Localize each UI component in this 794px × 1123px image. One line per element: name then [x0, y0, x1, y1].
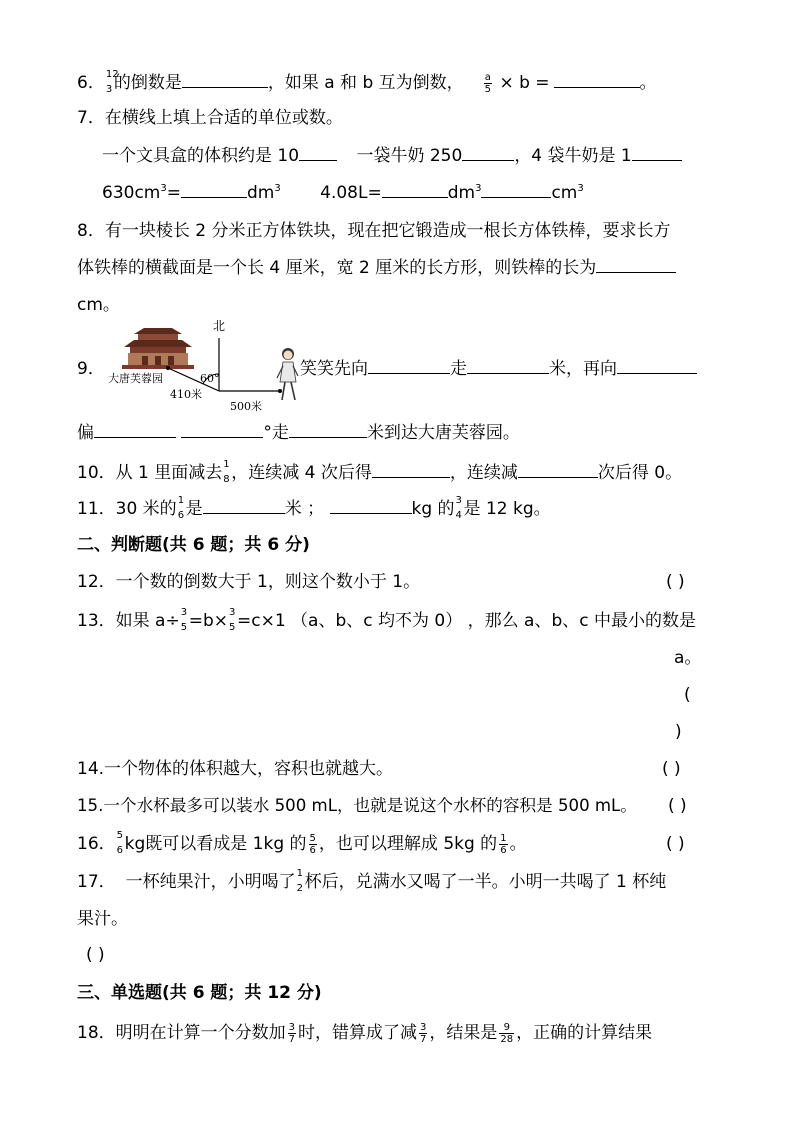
section-title-judgement: 二、判断题(共 6 题；共 6 分) [77, 535, 310, 555]
angle-label: 60° [200, 372, 220, 385]
question-7-line-1: 一个文具盒的体积约是 10 一袋牛奶 250 ，4 袋牛奶是 1 [102, 144, 682, 168]
place-label: 大唐芙蓉园 [108, 372, 163, 385]
answer-paren[interactable]: ( ) [666, 834, 685, 854]
fraction-3-7: $\frac{3}{7}$ [420, 1021, 427, 1045]
answer-blank[interactable] [462, 144, 514, 161]
fraction-3-5: 3 5 [180, 607, 188, 633]
answer-blank[interactable] [94, 421, 176, 438]
question-16: 16． 5 6 kg既可以看成是 1kg 的 $\frac{5}{6}$ ，也可以理解成 5kg 的 $\frac{1}{6}$ 。 [77, 830, 527, 856]
question-7: 7．在横线上填上合适的单位或数。 [77, 108, 343, 128]
building-icon [122, 328, 194, 369]
fraction-9-28: $\frac{9}{28}$ [500, 1021, 514, 1045]
question-8: 8．有一块棱长 2 分米正方体铁块，现在把它锻造成一根长方体铁棒，要求长方 [77, 221, 671, 241]
question-17: 17． 一杯纯果汁，小明喝了 1 2 杯后，兑满水又喝了一半。小明一共喝了 1 杯纯 [77, 868, 667, 894]
answer-blank[interactable] [181, 181, 247, 198]
answer-blank[interactable] [596, 256, 676, 273]
question-8-line-3: cm。 [77, 295, 120, 315]
question-6: 6． 12 3 的倒数是 ，如果 a 和 b 互为倒数， $\frac{a}{5}$ × b = 。 [77, 69, 657, 95]
question-9-number: 9． [77, 359, 105, 379]
answer-blank[interactable] [203, 497, 285, 514]
fraction-3-4: 3 4 [455, 495, 462, 521]
answer-blank[interactable] [368, 357, 450, 374]
answer-blank[interactable] [372, 461, 450, 478]
answer-blank[interactable] [299, 144, 337, 161]
answer-paren[interactable]: ( ) [666, 572, 685, 592]
question-13: 13．如果 a÷ 3 5 =b× 3 5 =c×1 （a、b、c 均不为 0） ，那么 a、b、c 中最小的数是 [77, 607, 696, 633]
answer-blank[interactable] [330, 497, 412, 514]
answer-blank[interactable] [617, 357, 697, 374]
fraction-3-5: 3 5 [229, 607, 236, 633]
fraction-3-7: $\frac{3}{7}$ [288, 1021, 296, 1045]
question-9-line-2: 偏 °走 米到达大唐芙蓉园。 [77, 423, 520, 443]
question-17-line-2: 果汁。 [77, 909, 128, 929]
answer-blank[interactable] [481, 181, 551, 198]
question-9-line-1: 笑笑先向 走 米，再向 [300, 357, 697, 381]
answer-blank[interactable] [632, 144, 682, 161]
north-label: 北 [213, 319, 226, 333]
question-number: 6． [77, 73, 105, 93]
fraction-1-6: 1 6 [177, 495, 185, 521]
question-7-line-2: $630cm^3= dm^3$ $4.08L= dm^3$ $cm^3$ [102, 183, 584, 203]
question-13-tail: a。 [674, 648, 702, 668]
answer-blank[interactable] [382, 181, 448, 198]
answer-paren[interactable]: ( ) [662, 759, 681, 779]
answer-blank[interactable] [289, 421, 367, 438]
fraction-12-3: 12 3 [105, 69, 119, 95]
answer-blank[interactable] [181, 421, 263, 438]
answer-blank[interactable] [182, 71, 268, 88]
answer-paren[interactable]: ( ) [668, 796, 687, 816]
distance-label-1: 410米 [170, 388, 202, 401]
distance-label-2: 500米 [230, 400, 262, 413]
section-title-single-choice: 三、单选题(共 6 题；共 12 分) [77, 983, 322, 1003]
question-8-line-2: 体铁棒的横截面是一个长 4 厘米，宽 2 厘米的长方形，则铁棒的长为 [77, 256, 676, 280]
answer-blank[interactable] [467, 357, 549, 374]
answer-paren-open[interactable]: ( [684, 685, 691, 705]
answer-blank[interactable] [554, 71, 640, 88]
question-11: 11．30 米的 1 6 是 米 ； kg 的 3 4 是 12 kg。 [77, 495, 551, 521]
question-18: 18．明明在计算一个分数加 $\frac{3}{7}$ 时，错算成了减 $\frac{3}{7}$ ，结果是 $\frac{9}{28}$ ，正确的计算结果 [77, 1021, 653, 1045]
fraction-5-6: 5 6 [116, 830, 124, 856]
answer-paren[interactable]: ( ) [86, 945, 105, 965]
question-12: 12．一个数的倒数大于 1，则这个数小于 1。 [77, 572, 421, 592]
question-10: 10．从 1 里面减去 1 8 ，连续减 4 次后得 ，连续减 次后得 0。 [77, 459, 683, 485]
question-14: 14.一个物体的体积越大，容积也就越大。 [77, 759, 394, 779]
fraction-5-6: $\frac{5}{6}$ [309, 832, 316, 856]
fraction-1-8: 1 8 [223, 459, 230, 485]
fraction-a-5: $\frac{a}{5}$ [484, 71, 492, 95]
question-15: 15.一个水杯最多可以装水 500 mL，也就是说这个水杯的容积是 500 mL。 [77, 796, 637, 815]
answer-paren-close[interactable]: ) [675, 722, 682, 742]
answer-blank[interactable] [518, 461, 598, 478]
fraction-1-6: $\frac{1}{6}$ [500, 832, 507, 856]
fraction-1-2: 1 2 [296, 868, 304, 894]
direction-diagram [102, 316, 307, 416]
